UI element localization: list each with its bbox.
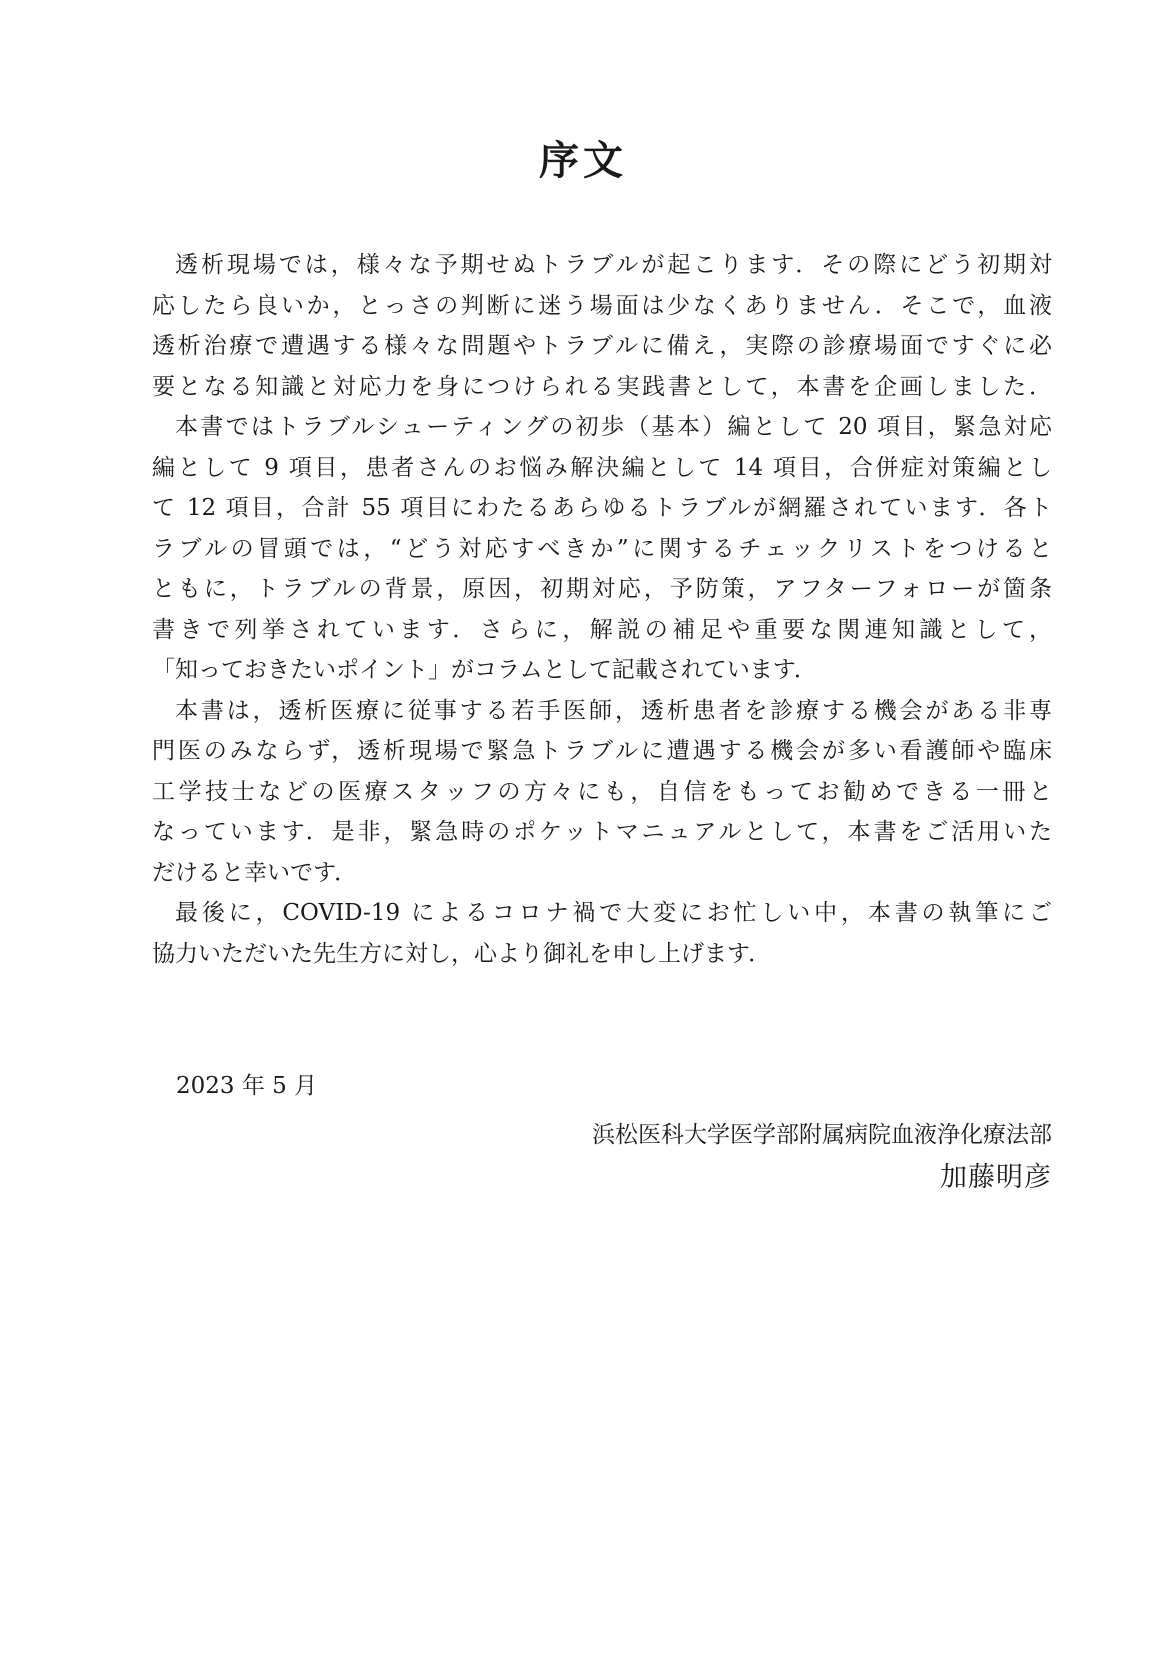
text-line: 透析現場では，様々な予期せぬトラブルが起こります．その際にどう初期対 <box>175 252 1052 278</box>
text-line: 編として 9 項目，患者さんのお悩み解決編として 14 項目，合併症対策編とし <box>152 454 1052 481</box>
text-line: だけると幸いです． <box>152 859 358 886</box>
paragraph-1 <box>152 245 1052 407</box>
author-affiliation: 浜松医科大学医学部附属病院血液浄化療法部 <box>592 1122 1052 1148</box>
text-line: 透析治療で遭遇する様々な問題やトラブルに備え，実際の診療場面ですぐに必 <box>152 333 1053 359</box>
text-line: 門医のみならず，透析現場で緊急トラブルに遭遇する機会が多い看護師や臨床 <box>152 738 1052 764</box>
text-line: 応したら良いか，とっさの判断に迷う場面は少なくありません．そこで，血液 <box>152 292 1052 319</box>
paragraph-4 <box>152 893 1052 974</box>
page-title: 序文 <box>539 138 627 184</box>
text-line: て 12 項目，合計 55 項目にわたるあらゆるトラブルが網羅されています．各ト <box>152 495 1052 521</box>
text-line: 本書ではトラブルシューティングの初歩（基本）編として 20 項目，緊急対応 <box>175 414 1052 440</box>
text-line: なっています．是非，緊急時のポケットマニュアルとして，本書をご活用いた <box>152 819 1052 845</box>
text-line: ともに，トラブルの背景，原因，初期対応，予防策，アフターフォローが箇条 <box>152 576 1052 602</box>
preface-date: 2023 年 5 月 <box>176 1073 318 1099</box>
text-line: 本書は，透析医療に従事する若手医師，透析患者を診療する機会がある非専 <box>175 697 1052 724</box>
text-line: 協力いただいた先生方に対し，心より御礼を申し上げます． <box>152 940 772 967</box>
paragraph-2 <box>152 407 1052 691</box>
text-line: 書きで列挙されています．さらに，解説の補足や重要な関連知識として， <box>152 616 1052 643</box>
paragraph-3 <box>152 691 1052 894</box>
author-name: 加藤明彦 <box>940 1162 1052 1193</box>
text-line: 「知っておきたいポイント」がコラムとして記載されています． <box>152 657 817 683</box>
text-line: 工学技士などの医療スタッフの方々にも，自信をもってお勧めできる一冊と <box>152 778 1052 805</box>
text-line: 要となる知識と対応力を身につけられる実践書として，本書を企画しました． <box>152 373 1052 400</box>
preface-body <box>152 245 1052 974</box>
text-line: ラブルの冒頭では，“どう対応すべきか”に関するチェックリストをつけると <box>152 535 1052 562</box>
text-line: 最後に，COVID-19 によるコロナ禍で大変にお忙しい中，本書の執筆にご <box>175 900 1052 926</box>
